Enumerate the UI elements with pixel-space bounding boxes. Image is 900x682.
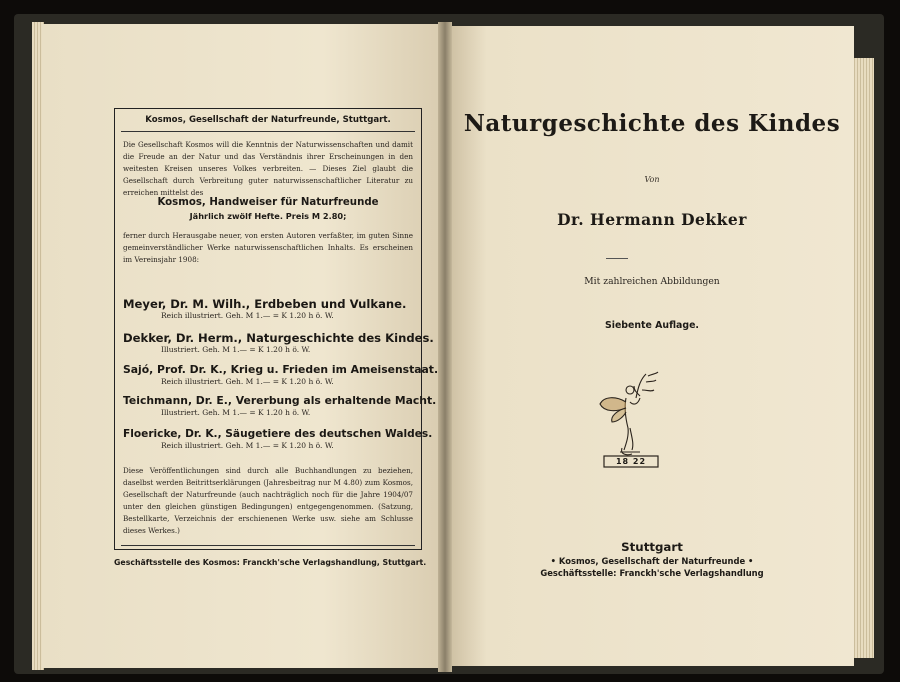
book-entry-title: Dekker, Dr. Herm., Naturgeschichte des Kindes. — [123, 331, 434, 345]
book-entry-title: Meyer, Dr. M. Wilh., Erdbeben und Vulkane. — [123, 297, 407, 311]
fairy-emblem-icon — [596, 368, 666, 470]
outro-paragraph: Diese Veröffentlichungen sind durch alle Buchhandlungen zu beziehen, daselbst werden Beitrittserklärungen (Jahresbeitrag nur M 4.80) zum Kosmos, Gesellschaft der Naturfreunde (auch nachträglich noch für die Jahre 1904/07 unter den gleichen günstigen Bedingungen) entgegengenommen. (Satzung, Bestellkarte, Verzeichnis der erschienenen Werke usw. siehe am Schlusse dieses Werkes.) — [123, 466, 413, 535]
right-page-edges — [852, 58, 874, 658]
book-entry-title: Teichmann, Dr. E., Vererbung als erhaltende Macht. — [123, 394, 437, 407]
emblem-year: 18 22 — [615, 457, 647, 466]
magazine-subtitle: Jährlich zwölf Hefte. Preis M 2.80; — [189, 211, 347, 221]
book-entry-price: Reich illustriert. Geh. M 1.— = K 1.20 h ö. W. — [161, 311, 334, 320]
book-entry — [115, 394, 437, 418]
ferner-paragraph: ferner durch Herausgabe neuer, von ersten Autoren verfaßter, im guten Sinne gemeinverständlicher Werke naturwissenschaftlichen Inhalts. Es erscheinen im Vereinsjahr 1908: — [123, 231, 413, 264]
book-entry-title: Floericke, Dr. K., Säugetiere des deutschen Waldes. — [123, 428, 433, 440]
title-separator — [606, 258, 628, 259]
intro-paragraph: Die Gesellschaft Kosmos will die Kenntnis der Naturwissenschaften und damit die Freude an der Natur und das Verständnis ihrer Erscheinungen in den weitesten Kreisen unseres Volkes verbreiten. — Dieses Ziel glaubt die Gesellschaft durch Verbreitung guter naturwissenschaftlicher Literatur zu erreichen mittelst des — [123, 140, 413, 197]
book-entry-title: Sajó, Prof. Dr. K., Krieg u. Frieden im Ameisenstaat. — [123, 363, 439, 376]
book-entry-price: Reich illustriert. Geh. M 1.— = K 1.20 h ö. W. — [161, 441, 334, 450]
publisher-office: Geschäftsstelle: Franckh'sche Verlagshandlung — [540, 568, 764, 578]
book-title: Naturgeschichte des Kindes — [463, 110, 841, 137]
by-label: Von — [644, 175, 660, 184]
left-page-footer: Geschäftsstelle des Kosmos: Franckh'sche Verlagshandlung, Stuttgart. — [114, 558, 427, 567]
book-entry-price: Illustriert. Geh. M 1.— = K 1.20 h ö. W. — [161, 345, 311, 354]
header-rule — [121, 131, 415, 132]
magazine-title: Kosmos, Handweiser für Naturfreunde — [157, 197, 379, 208]
footer-rule — [121, 545, 415, 546]
publisher-emblem — [596, 368, 666, 470]
author-name: Dr. Hermann Dekker — [557, 210, 747, 229]
publisher-city: Stuttgart — [621, 540, 683, 554]
book-entry-price: Reich illustriert. Geh. M 1.— = K 1.20 h ö. W. — [161, 377, 334, 386]
advertisement-box — [114, 108, 439, 550]
book-entry — [115, 331, 434, 355]
publisher-name: • Kosmos, Gesellschaft der Naturfreunde • — [550, 556, 754, 566]
book-entry — [115, 297, 421, 321]
book-gutter — [438, 22, 452, 672]
advertisement-header: Kosmos, Gesellschaft der Naturfreunde, Stuttgart. — [145, 115, 391, 125]
book-entry-price: Illustriert. Geh. M 1.— = K 1.20 h ö. W. — [161, 408, 311, 417]
edition-note: Siebente Auflage. — [604, 320, 699, 331]
book-entry — [115, 363, 439, 387]
book-entry — [115, 427, 433, 451]
illustrations-note: Mit zahlreichen Abbildungen — [584, 276, 720, 287]
